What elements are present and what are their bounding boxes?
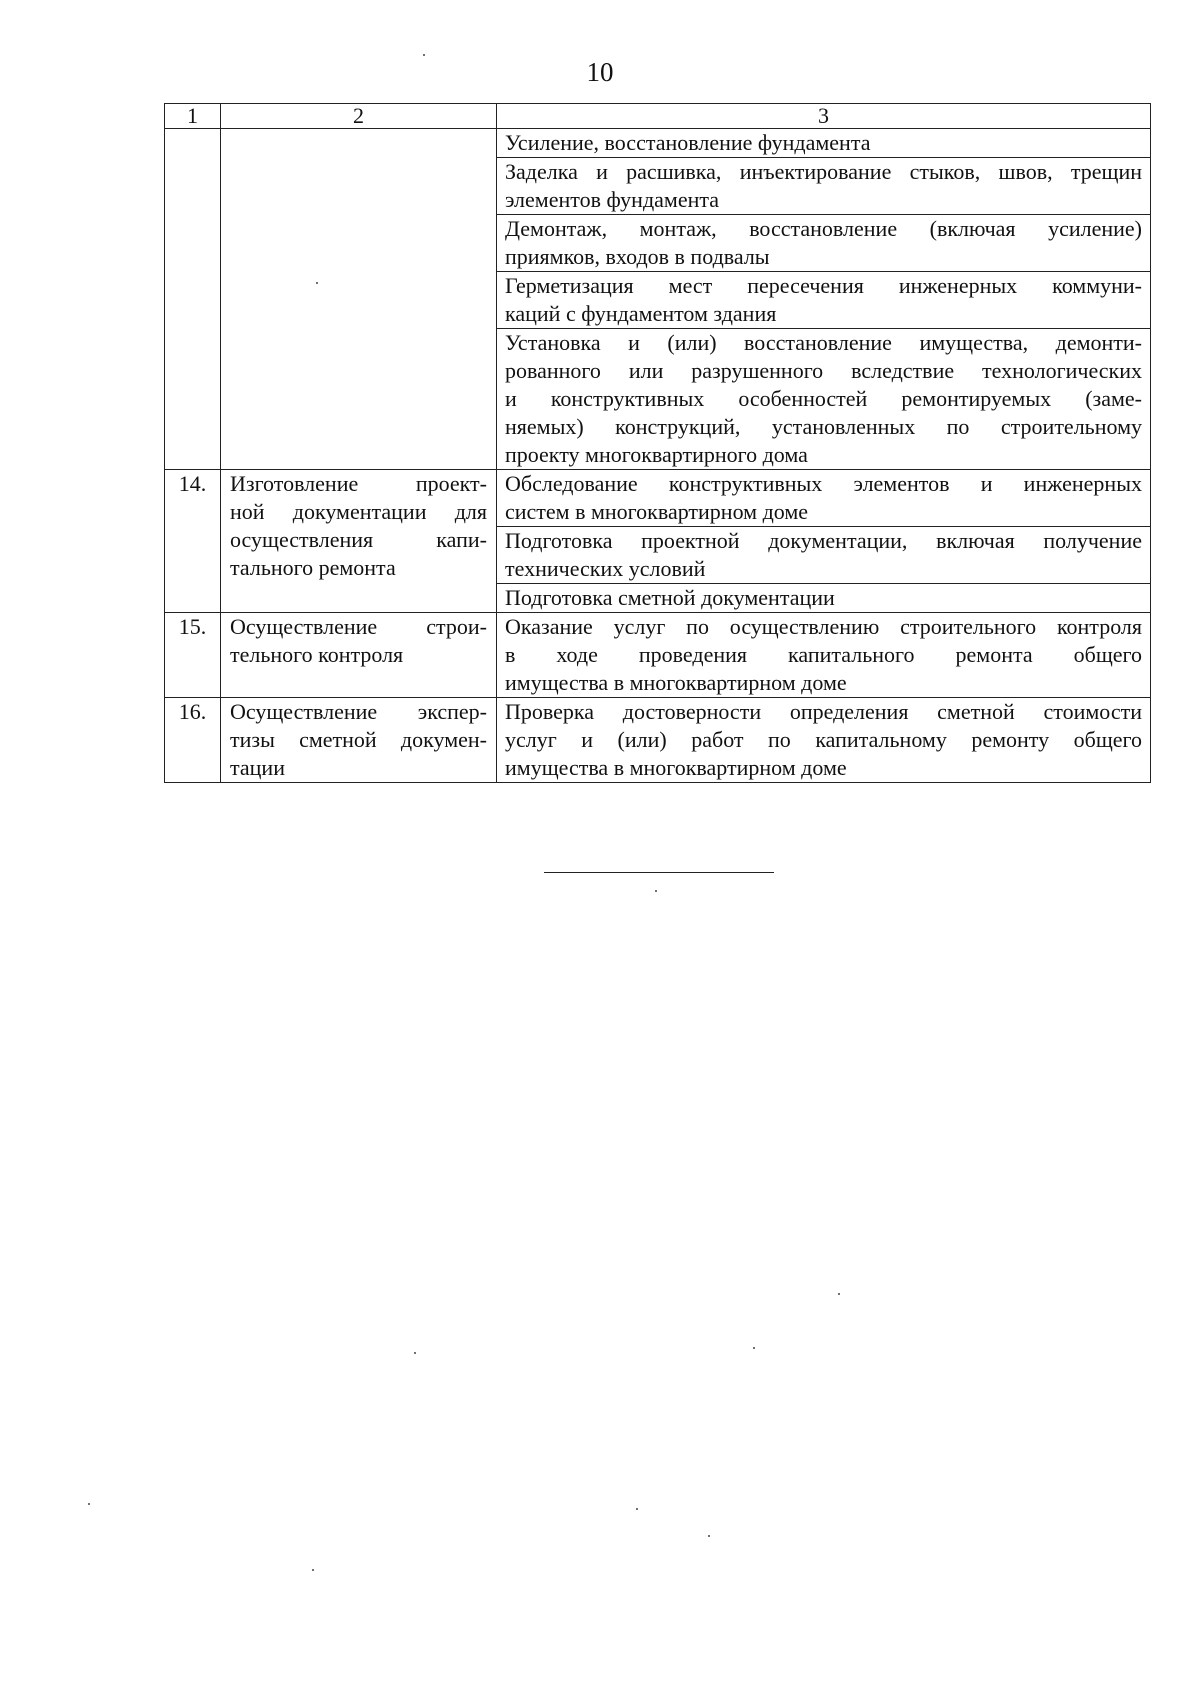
task-line: Подготовка сметной документации [505, 585, 835, 610]
task-line: Подготовка проектной документации, включая получение [505, 528, 1142, 553]
task-cell [497, 215, 1151, 272]
task-line: Оказание услуг по осуществлению строительного контроля [505, 614, 1142, 639]
work-type-line: ной документации для [230, 499, 487, 524]
task-line: Установка и (или) восстановление имущества, демонти- [505, 330, 1142, 355]
task-line: приямков, входов в подвалы [505, 244, 770, 269]
task-cell [497, 584, 1151, 613]
scan-speck [838, 1293, 840, 1295]
task-line: в ходе проведения капитального ремонта общего [505, 642, 1142, 667]
task-cell [497, 272, 1151, 329]
task-line: Заделка и расшивка, инъектирование стыков, швов, трещин [505, 159, 1142, 184]
task-cell [497, 698, 1151, 783]
task-cell [497, 527, 1151, 584]
task-line: няемых) конструкций, установленных по строительному [505, 414, 1142, 439]
scan-speck [636, 1508, 638, 1510]
scan-speck [655, 890, 657, 892]
table-row [165, 129, 1151, 158]
task-line: элементов фундамента [505, 187, 720, 212]
task-line: систем в многоквартирном доме [505, 499, 809, 524]
task-line: рованного или разрушенного вследствие технологических [505, 358, 1142, 383]
header-col-2: 2 [221, 104, 497, 129]
page-number: 10 [586, 57, 614, 87]
scan-speck [88, 1503, 90, 1505]
scan-speck [316, 282, 318, 284]
task-line: проекту многоквартирного дома [505, 442, 808, 467]
work-type-line: Осуществление экспер- [230, 699, 487, 724]
table-row [165, 470, 1151, 527]
task-line: имущества в многоквартирном доме [505, 755, 847, 780]
work-type-line: тального ремонта [230, 555, 396, 580]
header-col-3: 3 [497, 104, 1151, 129]
work-type-line: осуществления капи- [230, 527, 487, 552]
scan-speck [423, 54, 425, 56]
task-line: Герметизация мест пересечения инженерных коммуни- [505, 273, 1142, 298]
task-cell [497, 329, 1151, 470]
work-type-line: тельного контроля [230, 642, 404, 667]
task-line: Обследование конструктивных элементов и инженерных [505, 471, 1142, 496]
scan-speck [414, 1352, 416, 1354]
task-line: Усиление, восстановление фундамента [505, 130, 871, 155]
task-line: и конструктивных особенностей ремонтируемых (заме- [505, 386, 1142, 411]
end-rule [544, 872, 774, 873]
row-number: 14. [165, 470, 221, 613]
task-line: Проверка достоверности определения сметной стоимости [505, 699, 1142, 724]
table-row [165, 698, 1151, 783]
work-type-line: тизы сметной докумен- [230, 727, 487, 752]
task-line: каций с фундаментом здания [505, 301, 777, 326]
work-type-line: Осуществление строи- [230, 614, 487, 639]
scan-speck [753, 1347, 755, 1349]
work-type-line: тации [230, 755, 285, 780]
work-type-line: Изготовление проект- [230, 471, 487, 496]
scan-speck [708, 1535, 710, 1537]
work-type-cell [221, 613, 497, 698]
task-line: технических условий [505, 556, 706, 581]
task-line: услуг и (или) работ по капитальному ремонту общего [505, 727, 1142, 752]
row-number: 16. [165, 698, 221, 783]
row-number [165, 129, 221, 470]
header-col-1: 1 [165, 104, 221, 129]
task-cell [497, 129, 1151, 158]
work-type-cell [221, 698, 497, 783]
table-header-row [165, 104, 1151, 129]
task-cell [497, 470, 1151, 527]
scan-speck [312, 1569, 314, 1571]
work-type-cell [221, 470, 497, 613]
row-number: 15. [165, 613, 221, 698]
work-type-cell [221, 129, 497, 470]
task-cell [497, 158, 1151, 215]
table-row [165, 613, 1151, 698]
task-line: имущества в многоквартирном доме [505, 670, 847, 695]
task-cell [497, 613, 1151, 698]
works-table [164, 103, 1151, 783]
task-line: Демонтаж, монтаж, восстановление (включая усиление) [505, 216, 1142, 241]
